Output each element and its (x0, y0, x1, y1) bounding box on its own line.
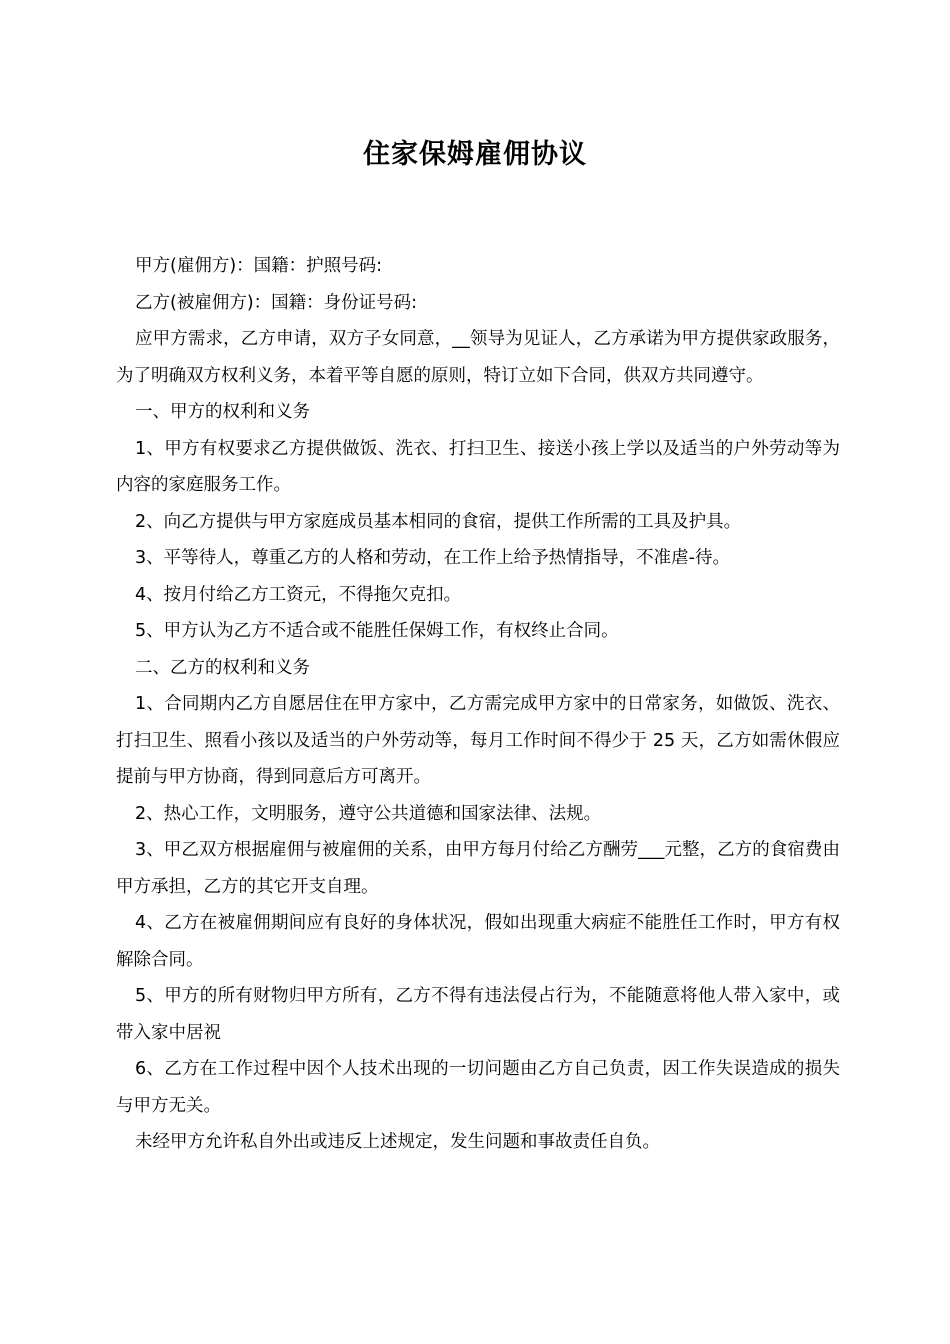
clause-a-3: 3、平等待人，尊重乙方的人格和劳动，在工作上给予热情指导，不准虐-待。 (135, 548, 730, 568)
document-body (116, 248, 840, 1161)
closing-paragraph: 未经甲方允许私自外出或违反上述规定，发生问题和事故责任自负。 (135, 1132, 660, 1152)
clause-b-1: 1、合同期内乙方自愿居住在甲方家中，乙方需完成甲方家中的日常家务，如做饭、洗衣、打扫卫生、照看小孩以及适当的户外劳动等，每月工作时间不得少于 25 天，乙方如需休假应提前与甲方协商，得到同意后方可离开。 (116, 694, 840, 787)
preamble-paragraph: 应甲方需求，乙方申请，双方子女同意，__领导为见证人，乙方承诺为甲方提供家政服务，为了明确双方权利义务，本着平等自愿的原则，特订立如下合同，供双方共同遵守。 (116, 329, 840, 386)
clause-b-5: 5、甲方的所有财物归甲方所有，乙方不得有违法侵占行为，不能随意将他人带入家中，或带入家中居祝 (116, 986, 840, 1043)
clause-a-2: 2、向乙方提供与甲方家庭成员基本相同的食宿，提供工作所需的工具及护具。 (135, 511, 742, 532)
clause-b-4: 4、乙方在被雇佣期间应有良好的身体状况，假如出现重大病症不能胜任工作时，甲方有权解除合同。 (116, 913, 840, 970)
clause-b-3: 3、甲乙双方根据雇佣与被雇佣的关系，由甲方每月付给乙方酬劳___元整，乙方的食宿费由甲方承担，乙方的其它开支自理。 (116, 840, 840, 897)
clause-a-5: 5、甲方认为乙方不适合或不能胜任保姆工作，有权终止合同。 (135, 621, 619, 641)
section-heading-party-b: 二、乙方的权利和义务 (135, 657, 310, 678)
party-b-line: 乙方(被雇佣方)：国籍：身份证号码: (135, 292, 418, 313)
party-a-line: 甲方(雇佣方)：国籍：护照号码: (135, 256, 383, 276)
clause-b-6: 6、乙方在工作过程中因个人技术出现的一切问题由乙方自己负责，因工作失误造成的损失与甲方无关。 (116, 1059, 840, 1116)
section-heading-party-a: 一、甲方的权利和义务 (135, 402, 310, 422)
clause-a-1: 1、甲方有权要求乙方提供做饭、洗衣、打扫卫生、接送小孩上学以及适当的户外劳动等为内容的家庭服务工作。 (116, 438, 840, 495)
document-title: 住家保姆雇佣协议 (363, 139, 587, 170)
clause-b-2: 2、热心工作，文明服务，遵守公共道德和国家法律、法规。 (135, 803, 602, 824)
clause-a-4: 4、按月付给乙方工资元，不得拖欠克扣。 (135, 584, 462, 605)
